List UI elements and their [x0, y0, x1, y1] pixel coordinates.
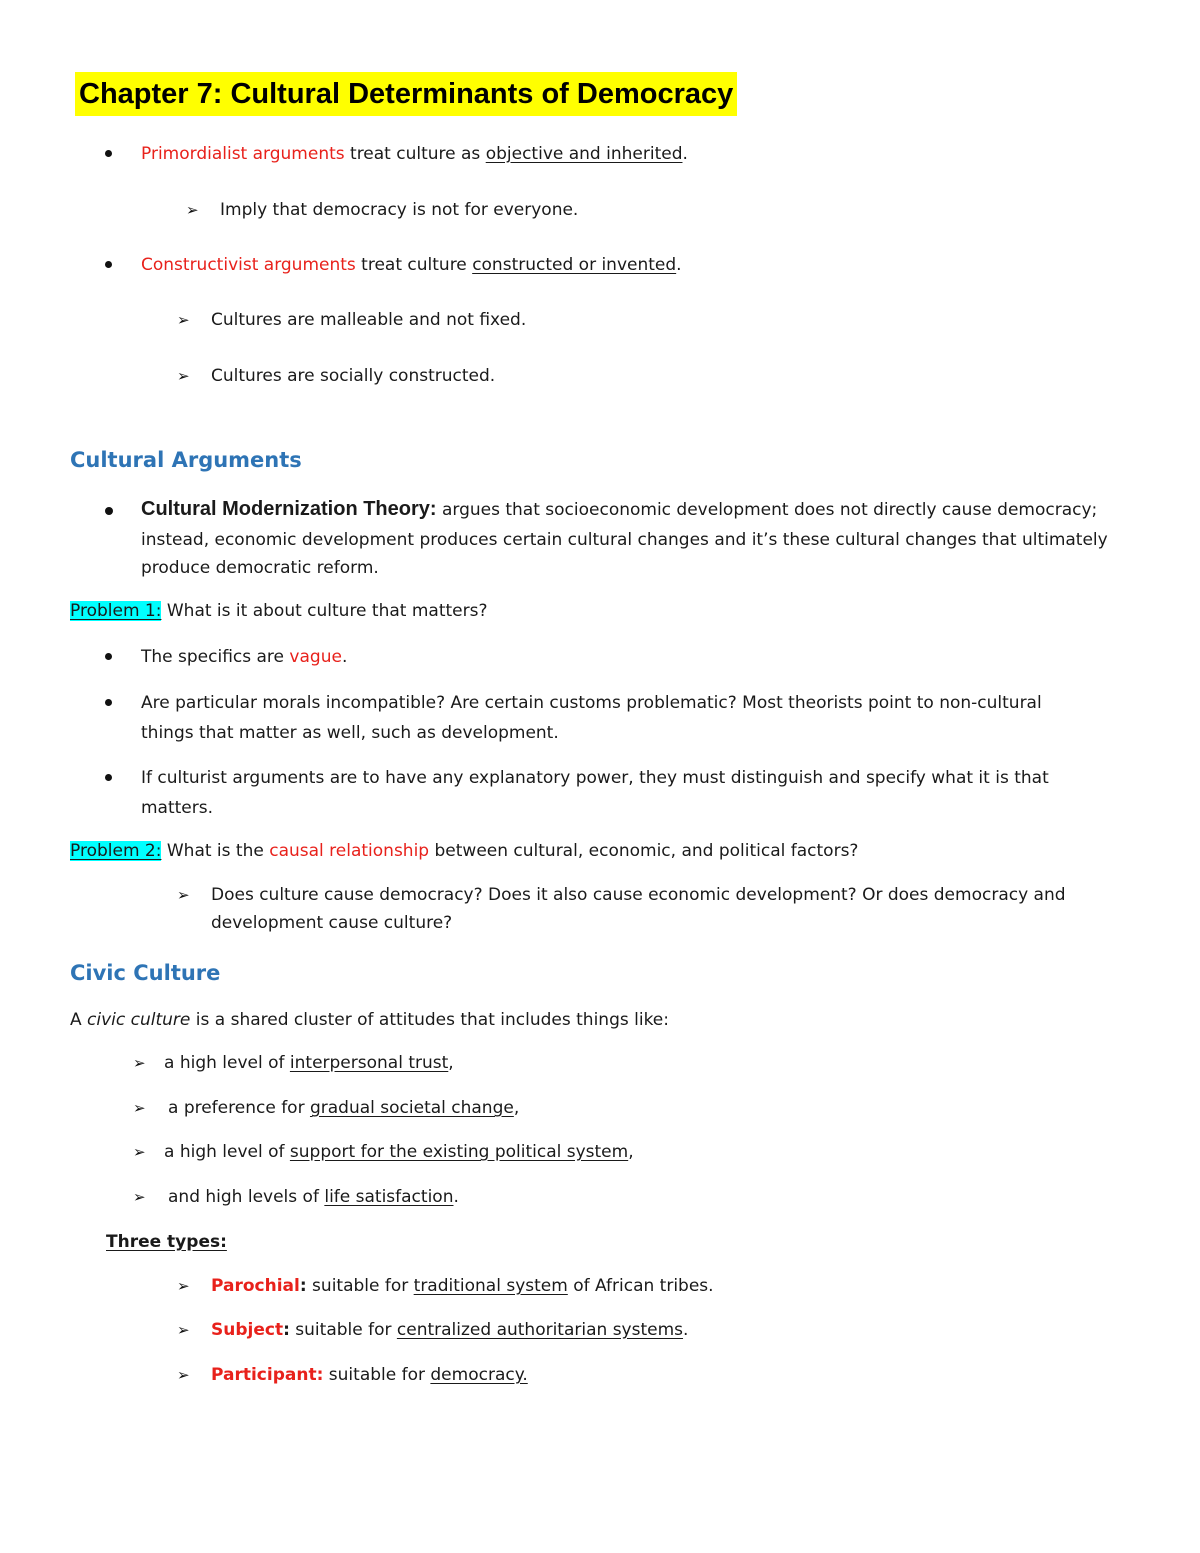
text: What is the [161, 841, 270, 861]
primordialist-line [141, 140, 688, 169]
primordialist-sub: Imply that democracy is not for everyone. [220, 200, 579, 220]
underlined-text: gradual societal change [309, 1098, 514, 1118]
type-parochial [211, 1272, 714, 1301]
type-name: Subject [211, 1320, 284, 1340]
text: of African tribes. [567, 1276, 714, 1296]
arrow-bullet-icon: ➢ [177, 886, 190, 904]
bullet-dot [105, 507, 113, 515]
text: , [513, 1098, 520, 1118]
section-heading-cultural-arguments: Cultural Arguments [70, 448, 302, 472]
text: . [453, 1187, 459, 1207]
text: . [341, 647, 348, 667]
underlined-text: constructed or invented [472, 255, 677, 275]
section-heading-civic-culture: Civic Culture [70, 961, 221, 985]
civic-item-2 [168, 1094, 519, 1123]
text: suitable for [289, 1320, 397, 1340]
text: and high levels of [168, 1187, 325, 1207]
text: a preference for [168, 1098, 310, 1118]
text: , [448, 1053, 454, 1073]
italic-text: civic culture [87, 1010, 191, 1030]
problem-2-label: Problem 2: [70, 841, 162, 861]
p1-bullet-2-line-2: things that matter as well, such as development. [141, 723, 559, 743]
text: suitable for [306, 1276, 414, 1296]
p1-bullet-3-line-1: If culturist arguments are to have any explanatory power, they must distinguish and specify what it is that [141, 768, 1049, 788]
problem-2-line [70, 837, 858, 866]
text: What is it about culture that matters? [161, 601, 488, 621]
text: A [70, 1010, 88, 1030]
civic-item-4 [168, 1183, 459, 1212]
text: , [628, 1142, 634, 1162]
civic-item-3 [164, 1138, 634, 1167]
cmt-line-1 [141, 495, 1097, 525]
arrow-bullet-icon: ➢ [177, 1366, 190, 1384]
cmt-line-2: instead, economic development produces certain cultural changes and it’s these cultural changes that ultimately [141, 530, 1108, 550]
civic-culture-intro [70, 1006, 669, 1035]
problem-1-line [70, 597, 487, 626]
text: is a shared cluster of attitudes that includes things like: [190, 1010, 669, 1030]
underlined-text: interpersonal trust [289, 1053, 449, 1073]
problem-1-label: Problem 1: [70, 601, 162, 621]
text: argues that socioeconomic development does not directly cause democracy; [436, 500, 1098, 520]
arrow-bullet-icon: ➢ [133, 1188, 146, 1206]
constructivist-sub-2: Cultures are socially constructed. [211, 366, 496, 386]
bullet-dot [105, 150, 112, 157]
type-name: Parochial [211, 1276, 300, 1296]
text: . [676, 255, 682, 275]
type-participant [211, 1361, 528, 1390]
civic-item-1 [164, 1049, 454, 1078]
bullet-dot [105, 699, 112, 706]
constructivist-line [141, 251, 682, 280]
underlined-text: support for the existing political system [289, 1142, 629, 1162]
bullet-dot [105, 774, 112, 781]
underlined-text: objective and inherited [485, 144, 683, 164]
underlined-text: centralized authoritarian systems [396, 1320, 684, 1340]
text: a high level of [164, 1142, 290, 1162]
cmt-line-3: produce democratic reform. [141, 558, 379, 578]
underlined-text: traditional system [413, 1276, 568, 1296]
text: : [299, 1276, 307, 1296]
arrow-bullet-icon: ➢ [133, 1143, 146, 1161]
arrow-bullet-icon: ➢ [177, 311, 190, 329]
text: a high level of [164, 1053, 290, 1073]
constructivist-sub-1: Cultures are malleable and not fixed. [211, 310, 527, 330]
text: . [683, 1320, 689, 1340]
type-name: Participant: [211, 1365, 324, 1385]
underlined-text: democracy. [430, 1365, 528, 1385]
arrow-bullet-icon: ➢ [177, 367, 190, 385]
primordialist-term: Primordialist arguments [141, 144, 345, 164]
arrow-bullet-icon: ➢ [177, 1321, 190, 1339]
red-text: vague [289, 647, 342, 667]
p1-bullet-3-line-2: matters. [141, 798, 214, 818]
red-text: causal relationship [269, 841, 430, 861]
underlined-text: life satisfaction [324, 1187, 454, 1207]
type-subject [211, 1316, 688, 1345]
arrow-bullet-icon: ➢ [186, 201, 199, 219]
arrow-bullet-icon: ➢ [133, 1099, 146, 1117]
p1-bullet-2-line-1: Are particular morals incompatible? Are certain customs problematic? Most theorists point to non-cultural [141, 693, 1042, 713]
text: The specifics are [141, 647, 290, 667]
text: suitable for [323, 1365, 431, 1385]
bullet-dot [105, 261, 112, 268]
p2-sub-line-1: Does culture cause democracy? Does it also cause economic development? Or does democracy and [211, 885, 1066, 905]
p1-bullet-1 [141, 643, 347, 672]
arrow-bullet-icon: ➢ [133, 1054, 146, 1072]
chapter-title: Chapter 7: Cultural Determinants of Democracy [75, 72, 737, 116]
text: between cultural, economic, and political factors? [429, 841, 859, 861]
bullet-dot [105, 653, 112, 660]
text: : [283, 1320, 290, 1340]
three-types-label: Three types: [106, 1232, 227, 1252]
p2-sub-line-2: development cause culture? [211, 913, 453, 933]
cmt-term: Cultural Modernization Theory: [141, 498, 437, 520]
constructivist-term: Constructivist arguments [141, 255, 356, 275]
text: . [682, 144, 688, 164]
text: treat culture [355, 255, 473, 275]
text: treat culture as [344, 144, 486, 164]
arrow-bullet-icon: ➢ [177, 1277, 190, 1295]
